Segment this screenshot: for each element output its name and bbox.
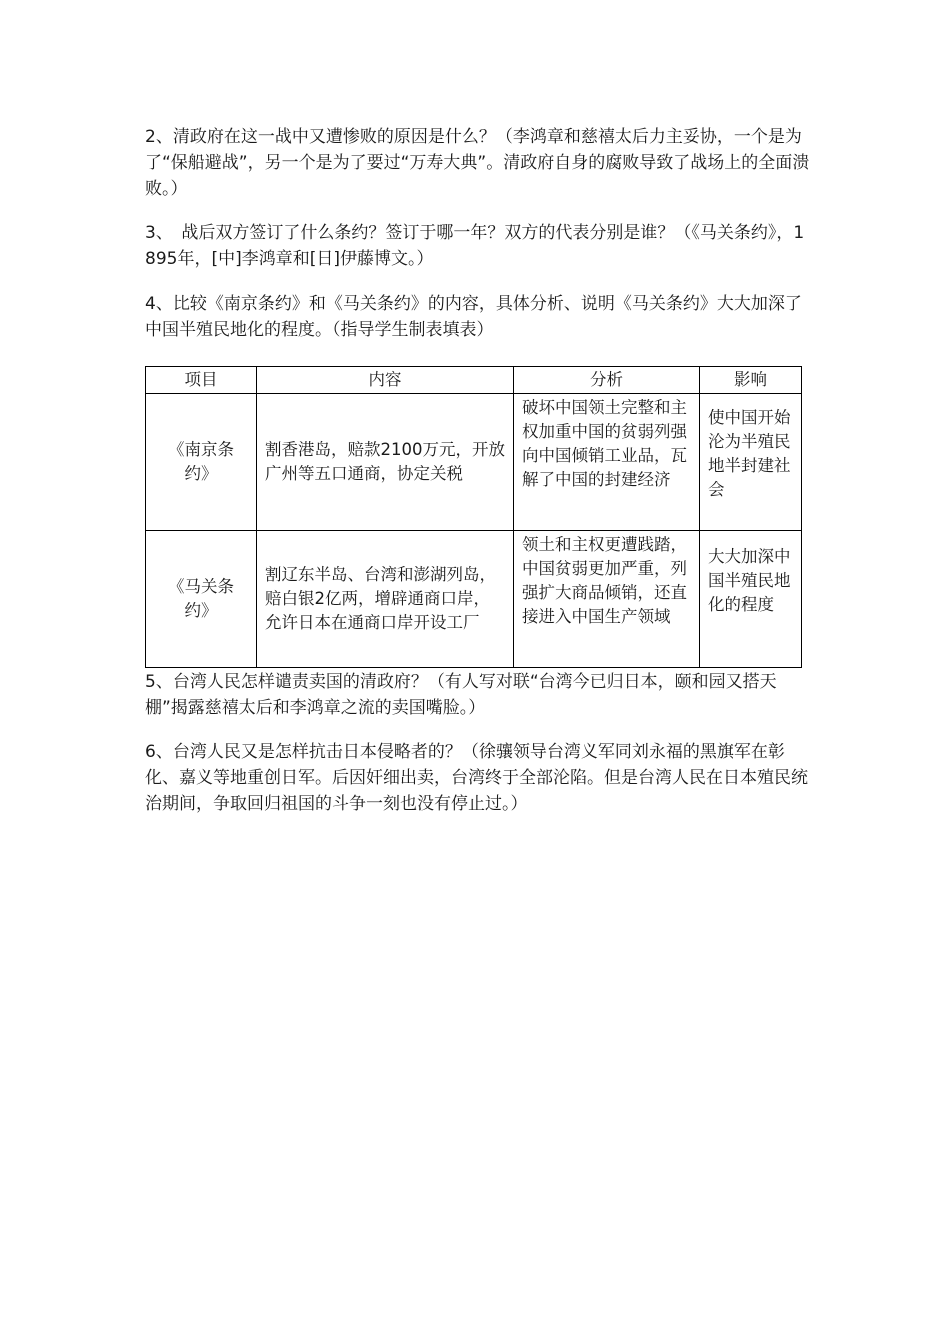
question-2: 2、清政府在这一战中又遭惨败的原因是什么？（李鸿章和慈禧太后力主妥协，一个是为了“保船避战”，另一个是为了要过“万寿大典”。清政府自身的腐败导致了战场上的全面溃败。） bbox=[145, 127, 810, 199]
question-6: 6、台湾人民又是怎样抗击日本侵略者的？（徐骧领导台湾义军同刘永福的黑旗军在彰化、嘉义等地重创日军。后因奸细出卖，台湾终于全部沦陷。但是台湾人民在日本殖民统治期间，争取回归祖国的斗争一刻也没有停止过。） bbox=[145, 742, 808, 814]
header-analysis: 分析 bbox=[514, 367, 700, 394]
row-item-cell: 《南京条约》 bbox=[146, 394, 257, 531]
row-analysis-cell: 领土和主权更遭践踏，中国贫弱更加严重，列强扩大商品倾销，还直接进入中国生产领域 bbox=[514, 531, 700, 668]
table-row bbox=[146, 531, 802, 668]
row-content-cell: 割辽东半岛、台湾和澎湖列岛，赔白银2亿两，增辟通商口岸，允许日本在通商口岸开设工厂 bbox=[257, 531, 514, 668]
table-row bbox=[146, 394, 802, 531]
row-impact-cell: 大大加深中国半殖民地化的程度 bbox=[700, 531, 802, 668]
row-content-cell: 割香港岛，赔款2100万元，开放广州等五口通商，协定关税 bbox=[257, 394, 514, 531]
question-5: 5、台湾人民怎样谴责卖国的清政府？（有人写对联“台湾今已归日本，颐和园又搭天棚”揭露慈禧太后和李鸿章之流的卖国嘴脸。） bbox=[145, 672, 777, 718]
question-4: 4、比较《南京条约》和《马关条约》的内容，具体分析、说明《马关条约》大大加深了中国半殖民地化的程度。（指导学生制表填表） bbox=[145, 294, 802, 340]
question-3: 3、 战后双方签订了什么条约？签订于哪一年？双方的代表分别是谁？（《马关条约》，1895年，[中]李鸿章和[日]伊藤博文。） bbox=[145, 223, 805, 269]
row-analysis-cell: 破坏中国领土完整和主权加重中国的贫弱列强向中国倾销工业品，瓦解了中国的封建经济 bbox=[514, 394, 700, 531]
header-item: 项目 bbox=[146, 367, 257, 394]
row-item-cell: 《马关条约》 bbox=[146, 531, 257, 668]
row-impact-cell: 使中国开始沦为半殖民地半封建社会 bbox=[700, 394, 802, 531]
table-header-row bbox=[146, 367, 802, 394]
header-content: 内容 bbox=[257, 367, 514, 394]
header-impact: 影响 bbox=[700, 367, 802, 394]
treaty-comparison-table bbox=[145, 366, 802, 668]
